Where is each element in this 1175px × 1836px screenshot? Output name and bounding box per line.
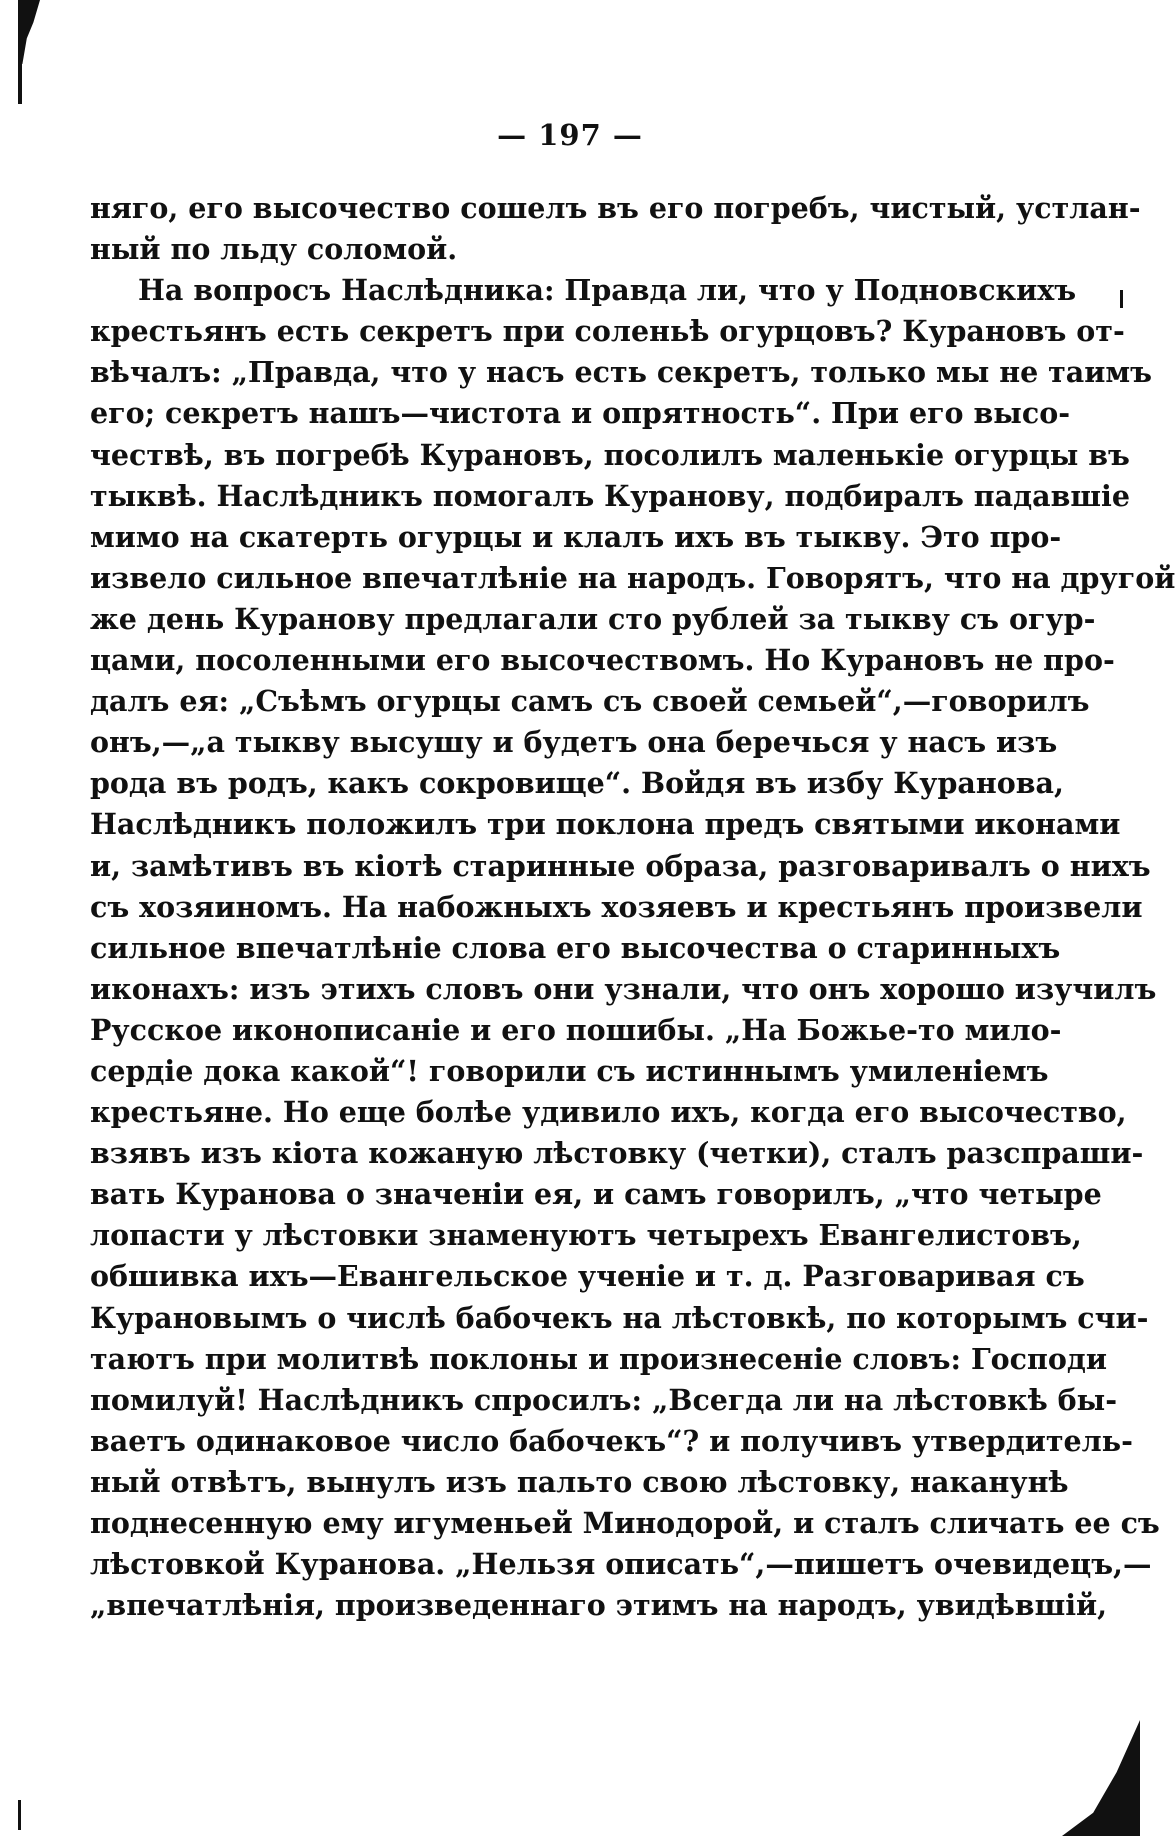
text-line: тыквѣ. Наслѣдникъ помогалъ Куранову, подбиралъ падавшіе	[90, 478, 1130, 513]
text-line: На вопросъ Наслѣдника: Правда ли, что у Подновскихъ	[138, 273, 1077, 308]
scan-artifact	[18, 1800, 21, 1830]
text-line: помилуй! Наслѣдникъ спросилъ: „Всегда ли на лѣстовкѣ бы-	[90, 1382, 1118, 1417]
text-line: обшивка ихъ—Евангельское ученіе и т. д. Разговаривая съ	[90, 1259, 1085, 1294]
scan-artifact	[18, 64, 22, 104]
body-text	[90, 188, 1175, 1626]
text-line: иконахъ: изъ этихъ словъ они узнали, что онъ хорошо изучилъ	[90, 971, 1157, 1006]
text-line: поднесенную ему игуменьей Минодорой, и сталъ сличать ее съ	[90, 1506, 1160, 1540]
page-number: — 197 —	[497, 118, 643, 152]
text-line: Наслѣдникъ положилъ три поклона предъ святыми иконами	[90, 807, 1121, 842]
scan-artifact	[18, 0, 40, 64]
text-line: далъ ея: „Съѣмъ огурцы самъ съ своей семьей“,—говорилъ	[90, 684, 1090, 719]
text-line: ваетъ одинаковое число бабочекъ“? и получивъ утвердитель-	[90, 1423, 1133, 1458]
text-line: цами, посоленными его высочествомъ. Но Курановъ не про-	[90, 643, 1115, 678]
text-line: ный отвѣтъ, вынулъ изъ пальто свою лѣстовку, наканунѣ	[90, 1464, 1069, 1499]
scan-artifact	[1062, 1720, 1140, 1836]
text-line: съ хозяиномъ. На набожныхъ хозяевъ и крестьянъ произвели	[90, 889, 1143, 924]
text-line: сердіе дока какой“! говорили съ истиннымъ умиленіемъ	[90, 1053, 1049, 1088]
text-line: же день Куранову предлагали сто рублей за тыкву съ огур-	[90, 601, 1096, 636]
text-line: извело сильное впечатлѣніе на народъ. Говорятъ, что на другой	[90, 560, 1175, 595]
text-line: взявъ изъ кіота кожаную лѣстовку (четки), сталъ разспраши-	[90, 1136, 1144, 1171]
text-line: лопасти у лѣстовки знаменуютъ четырехъ Евангелистовъ,	[90, 1218, 1082, 1253]
text-line: вать Куранова о значеніи ея, и самъ говорилъ, „что четыре	[90, 1177, 1102, 1212]
text-line: лѣстовкой Куранова. „Нельзя описать“,—пишетъ очевидецъ,—	[90, 1547, 1152, 1582]
text-line: крестьянъ есть секретъ при соленьѣ огурцовъ? Курановъ от-	[90, 314, 1125, 349]
text-line: крестьяне. Но еще болѣе удивило ихъ, когда его высочество,	[90, 1095, 1127, 1130]
text-line: его; секретъ нашъ—чистота и опрятность“. При его высо-	[90, 396, 1071, 431]
text-line: Курановымъ о числѣ бабочекъ на лѣстовкѣ, по которымъ счи-	[90, 1300, 1149, 1335]
text-line: онъ,—„а тыкву высушу и будетъ она беречься у насъ изъ	[90, 725, 1058, 760]
text-line: вѣчалъ: „Правда, что у насъ есть секретъ, только мы не таимъ	[90, 355, 1153, 390]
text-line: сильное впечатлѣніе слова его высочества о старинныхъ	[90, 930, 1061, 965]
text-line: мимо на скатерть огурцы и клалъ ихъ въ тыкву. Это про-	[90, 519, 1062, 554]
text-line: и, замѣтивъ въ кіотѣ старинные образа, разговаривалъ о нихъ	[90, 848, 1151, 883]
text-line: няго, его высочество сошелъ въ его погребъ, чистый, устлан-	[90, 191, 1141, 225]
text-line: чествѣ, въ погребѣ Курановъ, посолилъ маленькіе огурцы въ	[90, 437, 1130, 472]
text-line: таютъ при молитвѣ поклоны и произнесеніе словъ: Господи	[90, 1341, 1107, 1376]
text-line: „впечатлѣнія, произведеннаго этимъ на народъ, увидѣвшій,	[90, 1588, 1108, 1623]
text-line: ный по льду соломой.	[90, 232, 458, 267]
text-line: рода въ родъ, какъ сокровище“. Войдя въ избу Куранова,	[90, 766, 1064, 801]
text-line: Русское иконописаніе и его пошибы. „На Божье-то мило-	[90, 1012, 1062, 1047]
scan-artifact	[1120, 290, 1123, 308]
